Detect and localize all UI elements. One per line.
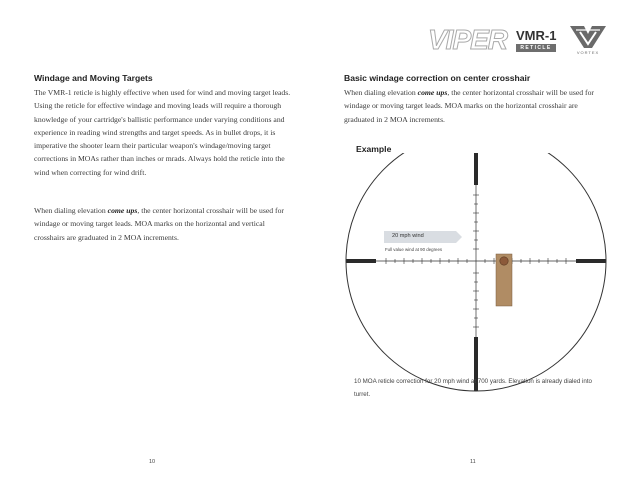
vmr1-label: VMR-1 [516,28,557,43]
left-page-number: 10 [149,459,156,465]
right-heading: Basic windage correction on center crosshair [344,73,531,83]
right-paragraph: When dialing elevation come ups, the center horizontal crosshair will be used for windage or moving target leads. MOA marks on the horizontal crosshair are graduated in 2 MOA increments. [344,88,594,124]
target-center-dot [500,257,508,265]
right-post [576,259,616,263]
example-caption: 10 MOA reticle correction for 20 mph wind at 700 yards. Elevation is already dialed into turret. [354,378,592,398]
left-paragraph-2: When dialing elevation come ups, the center horizontal crosshair will be used for windage or moving target leads. MOA marks on the horizontal and vertical crosshairs are graduated in 2 MOA increments. [34,206,284,242]
come-ups-emphasis: come ups [107,206,138,215]
vortex-text: VORTEX [576,50,600,55]
wind-callout-subtitle: Full value wind at 90 degrees [385,247,443,252]
left-heading: Windage and Moving Targets [34,73,153,83]
example-label: Example [356,144,392,154]
top-post [474,153,478,185]
left-paragraph-1: The VMR-1 reticle is highly effective when used for wind and moving target leads. Using the reticle for effective windage and moving leads will require a thorough knowledge of your cartridge's ballistic performance under varying conditions and experience in reading wind strengths and target speeds. As in bullet drops, it is imperative the shooter learn their particular weapon's windage/moving target corrections in MOAs rather than inches or mrads. Always hold the reticle into the wind when correcting for wind drift. [34,88,291,177]
reticle-label: RETICLE [516,44,556,52]
right-page-number: 11 [470,459,476,465]
viper-wordmark: VIPER [428,24,508,55]
left-post [336,259,376,263]
wind-callout-title: 20 mph wind [392,233,424,239]
come-ups-emphasis-right: come ups [417,88,448,97]
